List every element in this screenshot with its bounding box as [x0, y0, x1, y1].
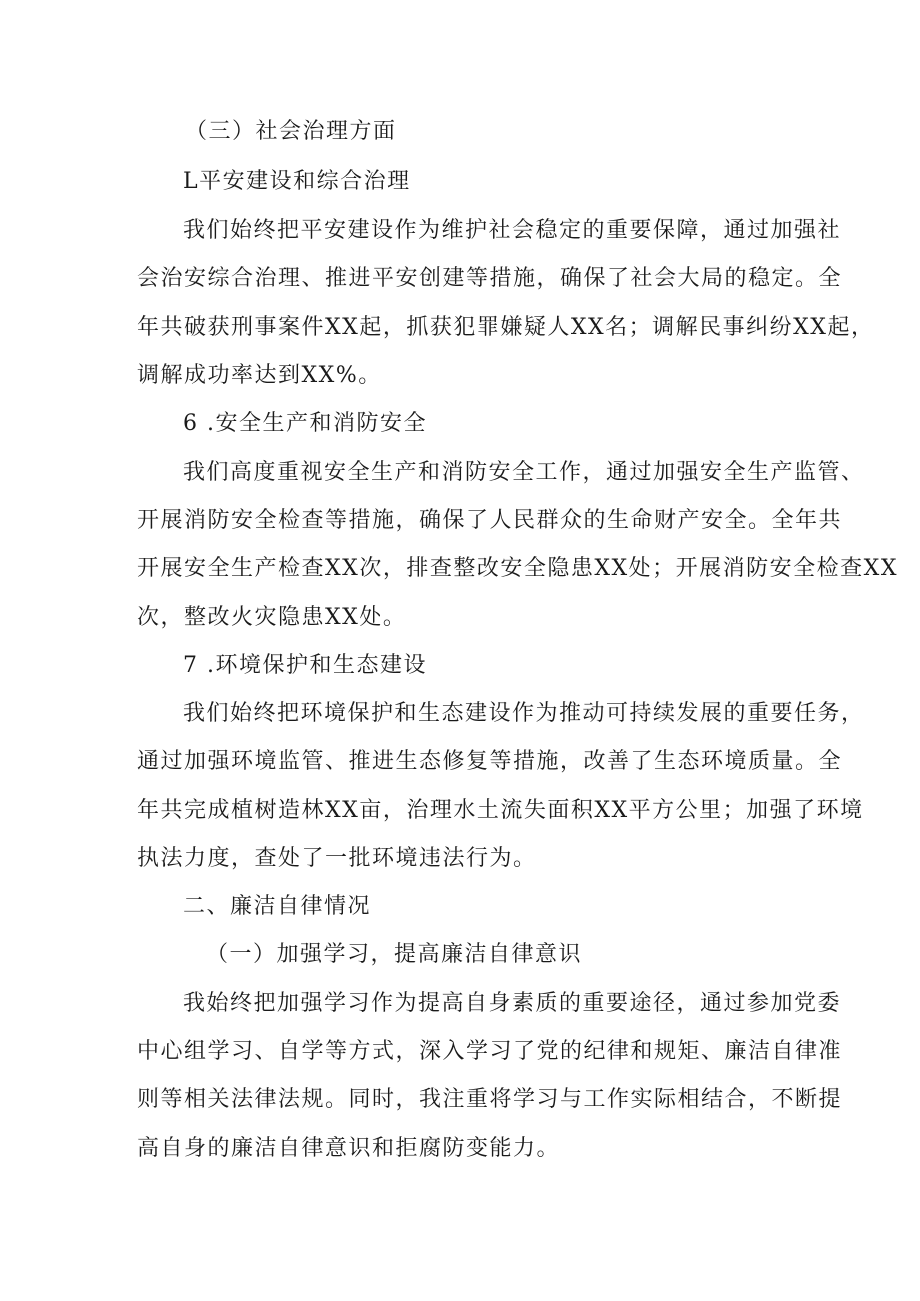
paragraph-line: 执法力度，查处了一批环境违法行为。	[137, 846, 537, 871]
paragraph-line: 次，整改火灾隐患XX处。	[137, 605, 407, 630]
subsection-title-study: （一）加强学习，提高廉洁自律意识	[206, 942, 583, 967]
paragraph-line: 中心组学习、自学等方式，深入学习了党的纪律和规矩、廉洁自律准	[137, 1039, 843, 1064]
paragraph-line: 高自身的廉洁自律意识和拒腐防变能力。	[137, 1136, 561, 1161]
item-title-environment-ecology: 7 .环境保护和生态建设	[183, 653, 427, 678]
paragraph-line: 年共破获刑事案件XX起，抓获犯罪嫌疑人XX名；调解民事纠纷XX起，	[137, 315, 875, 340]
paragraph-line: 我们始终把环境保护和生态建设作为推动可持续发展的重要任务，	[183, 701, 865, 726]
paragraph-line: 我们高度重视安全生产和消防安全工作，通过加强安全生产监管、	[183, 460, 865, 485]
paragraph-line: 年共完成植树造林XX亩，治理水土流失面积XX平方公里；加强了环境	[137, 798, 864, 823]
section-heading-integrity: 二、廉洁自律情况	[183, 894, 372, 919]
paragraph-line: 调解成功率达到XX%。	[137, 363, 382, 388]
paragraph-line: 开展安全生产检查XX次，排查整改安全隐患XX处；开展消防安全检查XX	[137, 556, 898, 581]
item-title-production-fire-safety: 6 .安全生产和消防安全	[183, 411, 427, 436]
item-title-safety-governance: L平安建设和综合治理	[183, 169, 411, 194]
section-heading-social-governance: （三）社会治理方面	[185, 119, 397, 144]
paragraph-line: 则等相关法律法规。同时，我注重将学习与工作实际相结合，不断提	[137, 1087, 843, 1112]
paragraph-line: 我们始终把平安建设作为维护社会稳定的重要保障，通过加强社	[183, 218, 842, 243]
paragraph-line: 会治安综合治理、推进平安创建等措施，确保了社会大局的稳定。全	[137, 266, 843, 291]
paragraph-line: 开展消防安全检查等措施，确保了人民群众的生命财产安全。全年共	[137, 508, 843, 533]
paragraph-line: 通过加强环境监管、推进生态修复等措施，改善了生态环境质量。全	[137, 749, 843, 774]
paragraph-line: 我始终把加强学习作为提高自身素质的重要途径，通过参加党委	[183, 991, 842, 1016]
